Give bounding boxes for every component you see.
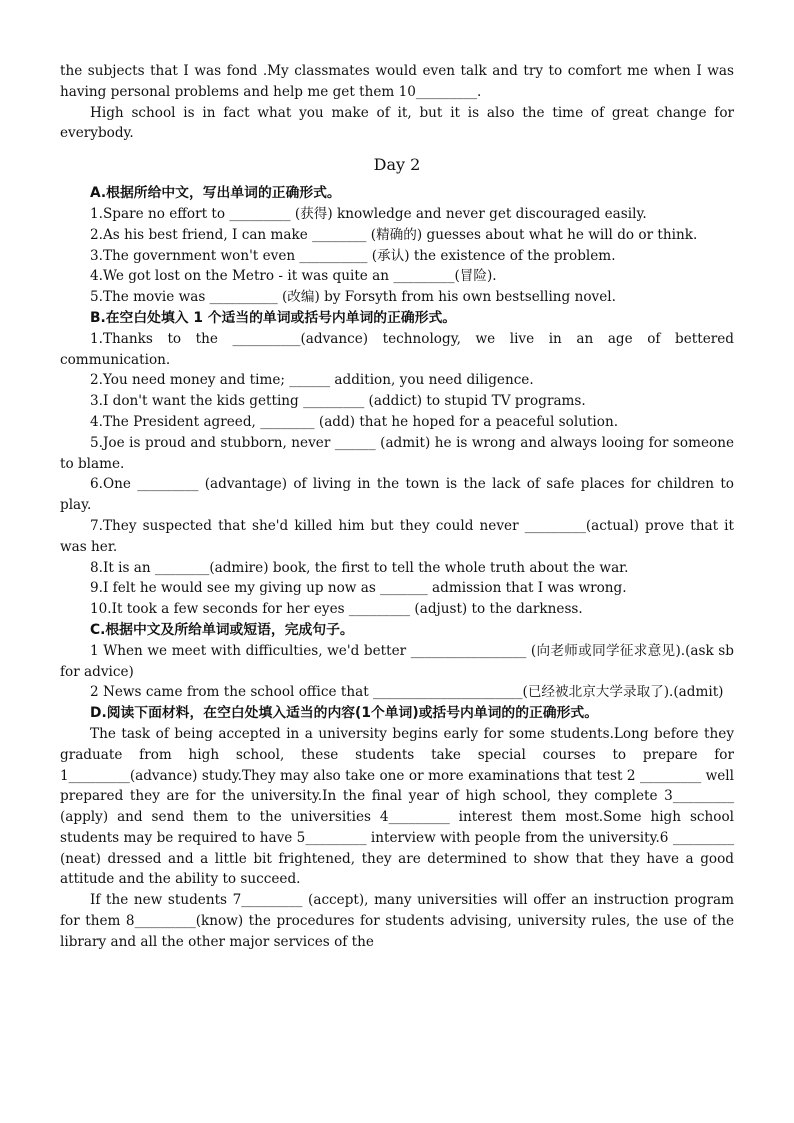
- intro-paragraph-2: High school is in fact what you make of it, but it is also the time of great change for everybody.: [60, 104, 734, 142]
- section-b-item: 9.I felt he would see my giving up now as _______ admission that I was wrong.: [90, 580, 627, 597]
- section-b-item: 4.The President agreed, ________ (add) that he hoped for a peaceful solution.: [90, 413, 619, 430]
- section-d-heading: D.阅读下面材料，在空白处填入适当的内容(1个单词)或括号内单词的的正确形式。: [90, 705, 598, 722]
- section-c-item: 2 News came from the school office that ______________________(已经被北京大学录取了).(admit): [90, 684, 724, 701]
- day-title: Day 2: [373, 155, 421, 175]
- section-b-item: 8.It is an ________(admire) book, the first to tell the whole truth about the war.: [90, 559, 629, 576]
- section-b-item: 1.Thanks to the __________(advance) technology, we live in an age of bettered communication.: [60, 330, 734, 368]
- section-b-item: 2.You need money and time; ______ addition, you need diligence.: [90, 372, 534, 389]
- section-d-paragraph-1: The task of being accepted in a university begins early for some students.Long before they graduate from high school, these students take special courses to prepare for 1_________(advance) study.They may also take one or more examinations that test 2 _________ well prepared they are for the university.In the final year of high school, they complete 3_________ (apply) and send them to the universities 4_________ interest them most.Some high school students may be required to have 5_________ interview with people from the university.6 _________ (neat) dressed and a little bit frightened, they are determined to show that they have a good attitude and the ability to succeed.: [60, 725, 734, 888]
- section-b-item: 5.Joe is proud and stubborn, never ______ (admit) he is wrong and always looing for someone to blame.: [60, 434, 734, 472]
- section-d-paragraph-2: If the new students 7_________ (accept), many universities will offer an instruction program for them 8_________(know) the procedures for students advising, university rules, the use of the library and all the other major services of the: [60, 892, 734, 950]
- section-a-heading: A.根据所给中文，写出单词的正确形式。: [90, 185, 341, 202]
- section-b-item: 10.It took a few seconds for her eyes _________ (adjust) to the darkness.: [90, 601, 583, 618]
- section-b-item: 7.They suspected that she'd killed him but they could never _________(actual) prove that it was her.: [60, 517, 734, 555]
- document-page: [60, 61, 734, 953]
- section-a-item: 1.Spare no effort to _________ (获得) knowledge and never get discouraged easily.: [90, 205, 647, 222]
- section-a-item: 4.We got lost on the Metro - it was quite an _________(冒险).: [90, 268, 497, 285]
- section-b-heading: B.在空白处填入 1 个适当的单词或括号内单词的正确形式。: [90, 309, 457, 326]
- section-a-item: 5.The movie was __________ (改编) by Forsyth from his own bestselling novel.: [90, 289, 616, 306]
- section-b-item: 6.One _________ (advantage) of living in the town is the lack of safe places for children to play.: [60, 476, 734, 514]
- section-a-item: 2.As his best friend, I can make ________ (精确的) guesses about what he will do or think.: [90, 226, 698, 243]
- section-a-item: 3.The government won't even __________ (承认) the existence of the problem.: [90, 247, 616, 264]
- section-c-heading: C.根据中文及所给单词或短语，完成句子。: [90, 621, 354, 638]
- intro-paragraph-1: the subjects that I was fond .My classmates would even talk and try to comfort me when I was having personal problems and help me get them 10_________.: [60, 63, 734, 100]
- section-c-item: 1 When we meet with difficulties, we'd better _________________ (向老师或同学征求意见).(ask sb for advice): [60, 642, 734, 680]
- section-b-item: 3.I don't want the kids getting _________ (addict) to stupid TV programs.: [90, 393, 586, 410]
